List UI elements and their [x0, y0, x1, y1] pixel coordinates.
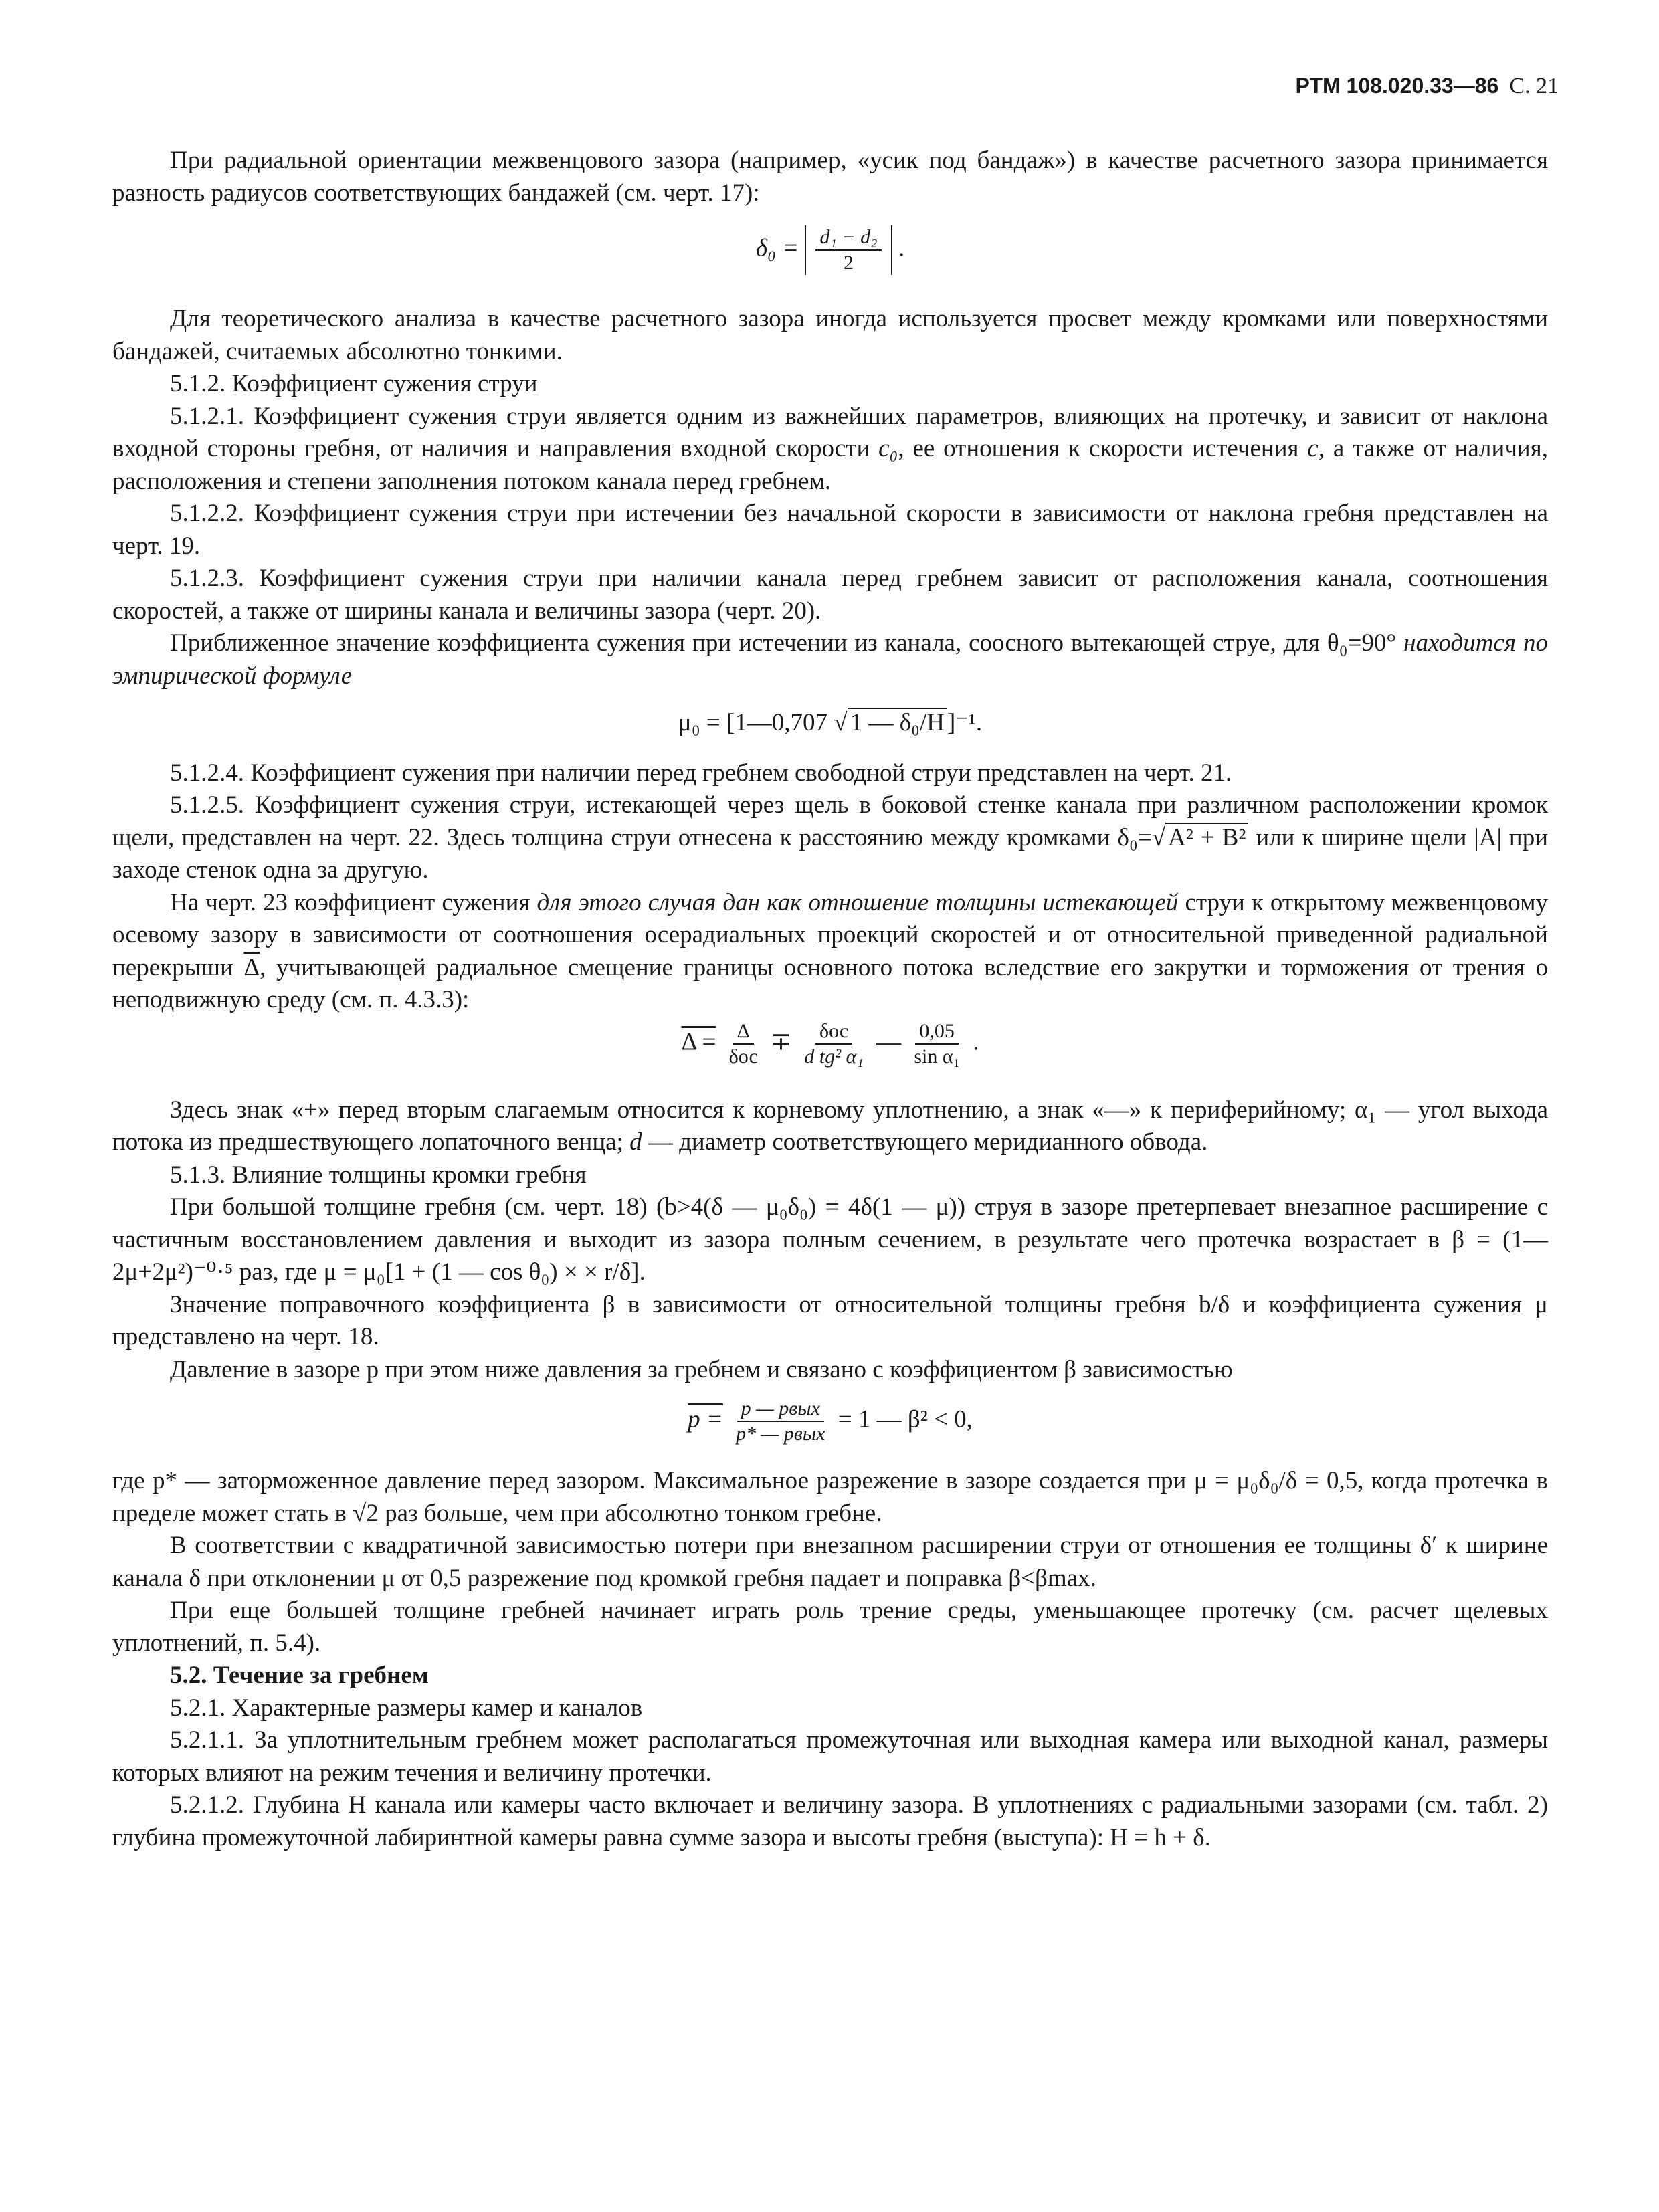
formula-p-bar: p = $\frac{\text{p — pвых}}{\text{p* — pвых}}$ = 1 — β² < 0,: [688, 1397, 973, 1445]
page-body: [112, 144, 1548, 1854]
formula-delta0: δ₀ = $\frac{\text{d₁ − d₂}}{2}$ .: [755, 226, 905, 274]
section-5-2-1-2: 5.2.1.2. Глубина H канала или камеры часто включает и величину зазора. В уплотнениях с радиальными зазорами (см. табл. 2) глубина промежуточной лабиринтной камеры равна сумме зазора и высоты гребня (выступа): H = h + δ.: [112, 1791, 1548, 1851]
doc-code: РТМ 108.020.33—86: [1295, 74, 1499, 98]
page-number: С. 21: [1509, 74, 1559, 98]
paragraph-theory: Для теоретического анализа в качестве расчетного зазора иногда используется просвет между кромками или поверхностями бандажей, считаемых абсолютно тонкими.: [112, 305, 1548, 365]
paragraph-quadratic: В соответствии с квадратичной зависимостью потери при внезапном расширении струи от отношения ее толщины δ′ к ширине канала δ при отклонении μ от 0,5 разрежение под кромкой гребня падает и поправка β<βmax.: [112, 1532, 1548, 1592]
paragraph-thick-edge: При большой толщине гребня (см. черт. 18) (b>4(δ — μ₀δ₀) = 4δ(1 — μ)) струя в зазоре претерпевает внезапное расширение с частичным восстановлением давления и выходит из зазора полным сечением, в результате чего протечка возрастает в β = (1—2μ+2μ²)⁻⁰·⁵ раз, где μ = μ₀[1 + (1 — cos θ₀) × × r/δ].: [112, 1193, 1548, 1286]
section-5-2-1-1: 5.2.1.1. За уплотнительным гребнем может располагаться промежуточная или выходная камера или выходной канал, размеры которых влияют на режим течения и величину протечки.: [112, 1726, 1548, 1787]
formula-delta-bar: Δ = $\frac{\Delta}{\text{δос}}$ ∓ $\frac{\text{δос}}{\text{d tg² α₁}}$ — $\frac{0,05}{\text{sin α₁}}$ .: [681, 1019, 979, 1068]
section-5-1-2-5: 5.1.2.5. Коэффициент сужения струи, истекающей через щель в боковой стенке канала при различном расположении кромок щели, представлен на черт. 22. Здесь толщина струи отнесена к расстоянию между кромками δ₀=√ A² + B² или к ширине щели |A| при заходе стенок одна за другую.: [112, 791, 1548, 884]
section-5-1-2-3: 5.1.2.3. Коэффициент сужения струи при наличии канала перед гребнем зависит от расположения канала, соотношения скоростей, а также от ширины канала и величины зазора (черт. 20).: [112, 565, 1548, 625]
section-5-1-2: 5.1.2. Коэффициент сужения струи: [170, 370, 538, 397]
section-5-1-3: 5.1.3. Влияние толщины кромки гребня: [170, 1161, 587, 1189]
paragraph-beta: Значение поправочного коэффициента β в зависимости от относительной толщины гребня b/δ и коэффициента сужения μ представлено на черт. 18.: [112, 1290, 1548, 1350]
section-5-1-2-1: 5.1.2.1. Коэффициент сужения струи является одним из важнейших параметров, влияющих на протечку, и зависит от наклона входной стороны гребня, от наличия и направления входной скорости c₀, ее отношения к скорости истечения c, а также от наличия, расположения и степени заполнения потоком канала перед гребнем.: [112, 402, 1549, 495]
paragraph-where: где p* — заторможенное давление перед зазором. Максимальное разрежение в зазоре создается при μ = μ₀δ₀/δ = 0,5, когда протечка в пределе может стать в √2 раз больше, чем при абсолютно тонком гребне.: [112, 1467, 1548, 1527]
section-5-1-2-4: 5.1.2.4. Коэффициент сужения при наличии перед гребнем свободной струи представлен на черт. 21.: [170, 759, 1232, 787]
paragraph-friction: При еще большей толщине гребней начинает играть роль трение среды, уменьшающее протечку (см. расчет щелевых уплотнений, п. 5.4).: [112, 1597, 1548, 1657]
paragraph-approx: Приближенное значение коэффициента сужения при истечении из канала, соосного вытекающей струе, для θ₀=90° находится по эмпирической формуле: [112, 629, 1548, 690]
abs-value: $\frac{\text{d₁ − d₂}}{2}$: [805, 225, 892, 275]
formula-mu0: μ₀ = [1—0,707 √ 1 — δ₀/H ]⁻¹.: [678, 709, 983, 736]
section-5-1-2-2: 5.1.2.2. Коэффициент сужения струи при истечении без начальной скорости в зависимости от наклона гребня представлен на черт. 19.: [112, 500, 1548, 560]
sqrt-symbol: √: [1151, 823, 1165, 851]
section-5-2: 5.2. Течение за гребнем: [170, 1662, 429, 1689]
paragraph-pressure: Давление в зазоре p при этом ниже давления за гребнем и связано с коэффициентом β зависимостью: [170, 1355, 1233, 1383]
paragraph-sign: Здесь знак «+» перед вторым слагаемым относится к корневому уплотнению, а знак «—» к периферийному; α₁ — угол выхода потока из предшествующего лопаточного венца; d — диаметр соответствующего меридианного обвода.: [112, 1096, 1548, 1156]
paragraph-chart-23: На черт. 23 коэффициент сужения для этого случая дан как отношение толщины истекающей струи к открытому межвенцовому осевому зазору в зависимости от соотношения осерадиальных проекций скоростей и от относительной приведенной радиальной перекрыши $\overline{\Delta}$, учитывающей радиальное смещение границы основного потока вследствие его закрутки и торможения от трения о неподвижную среду (см. п. 4.3.3):: [112, 888, 1548, 1013]
page-header: [1296, 72, 1559, 100]
section-5-2-1: 5.2.1. Характерные размеры камер и каналов: [170, 1694, 643, 1722]
paragraph-radial-gap: При радиальной ориентации межвенцового зазора (например, «усик под бандаж») в качестве расчетного зазора принимается разность радиусов соответствующих бандажей (см. черт. 17):: [112, 146, 1548, 207]
